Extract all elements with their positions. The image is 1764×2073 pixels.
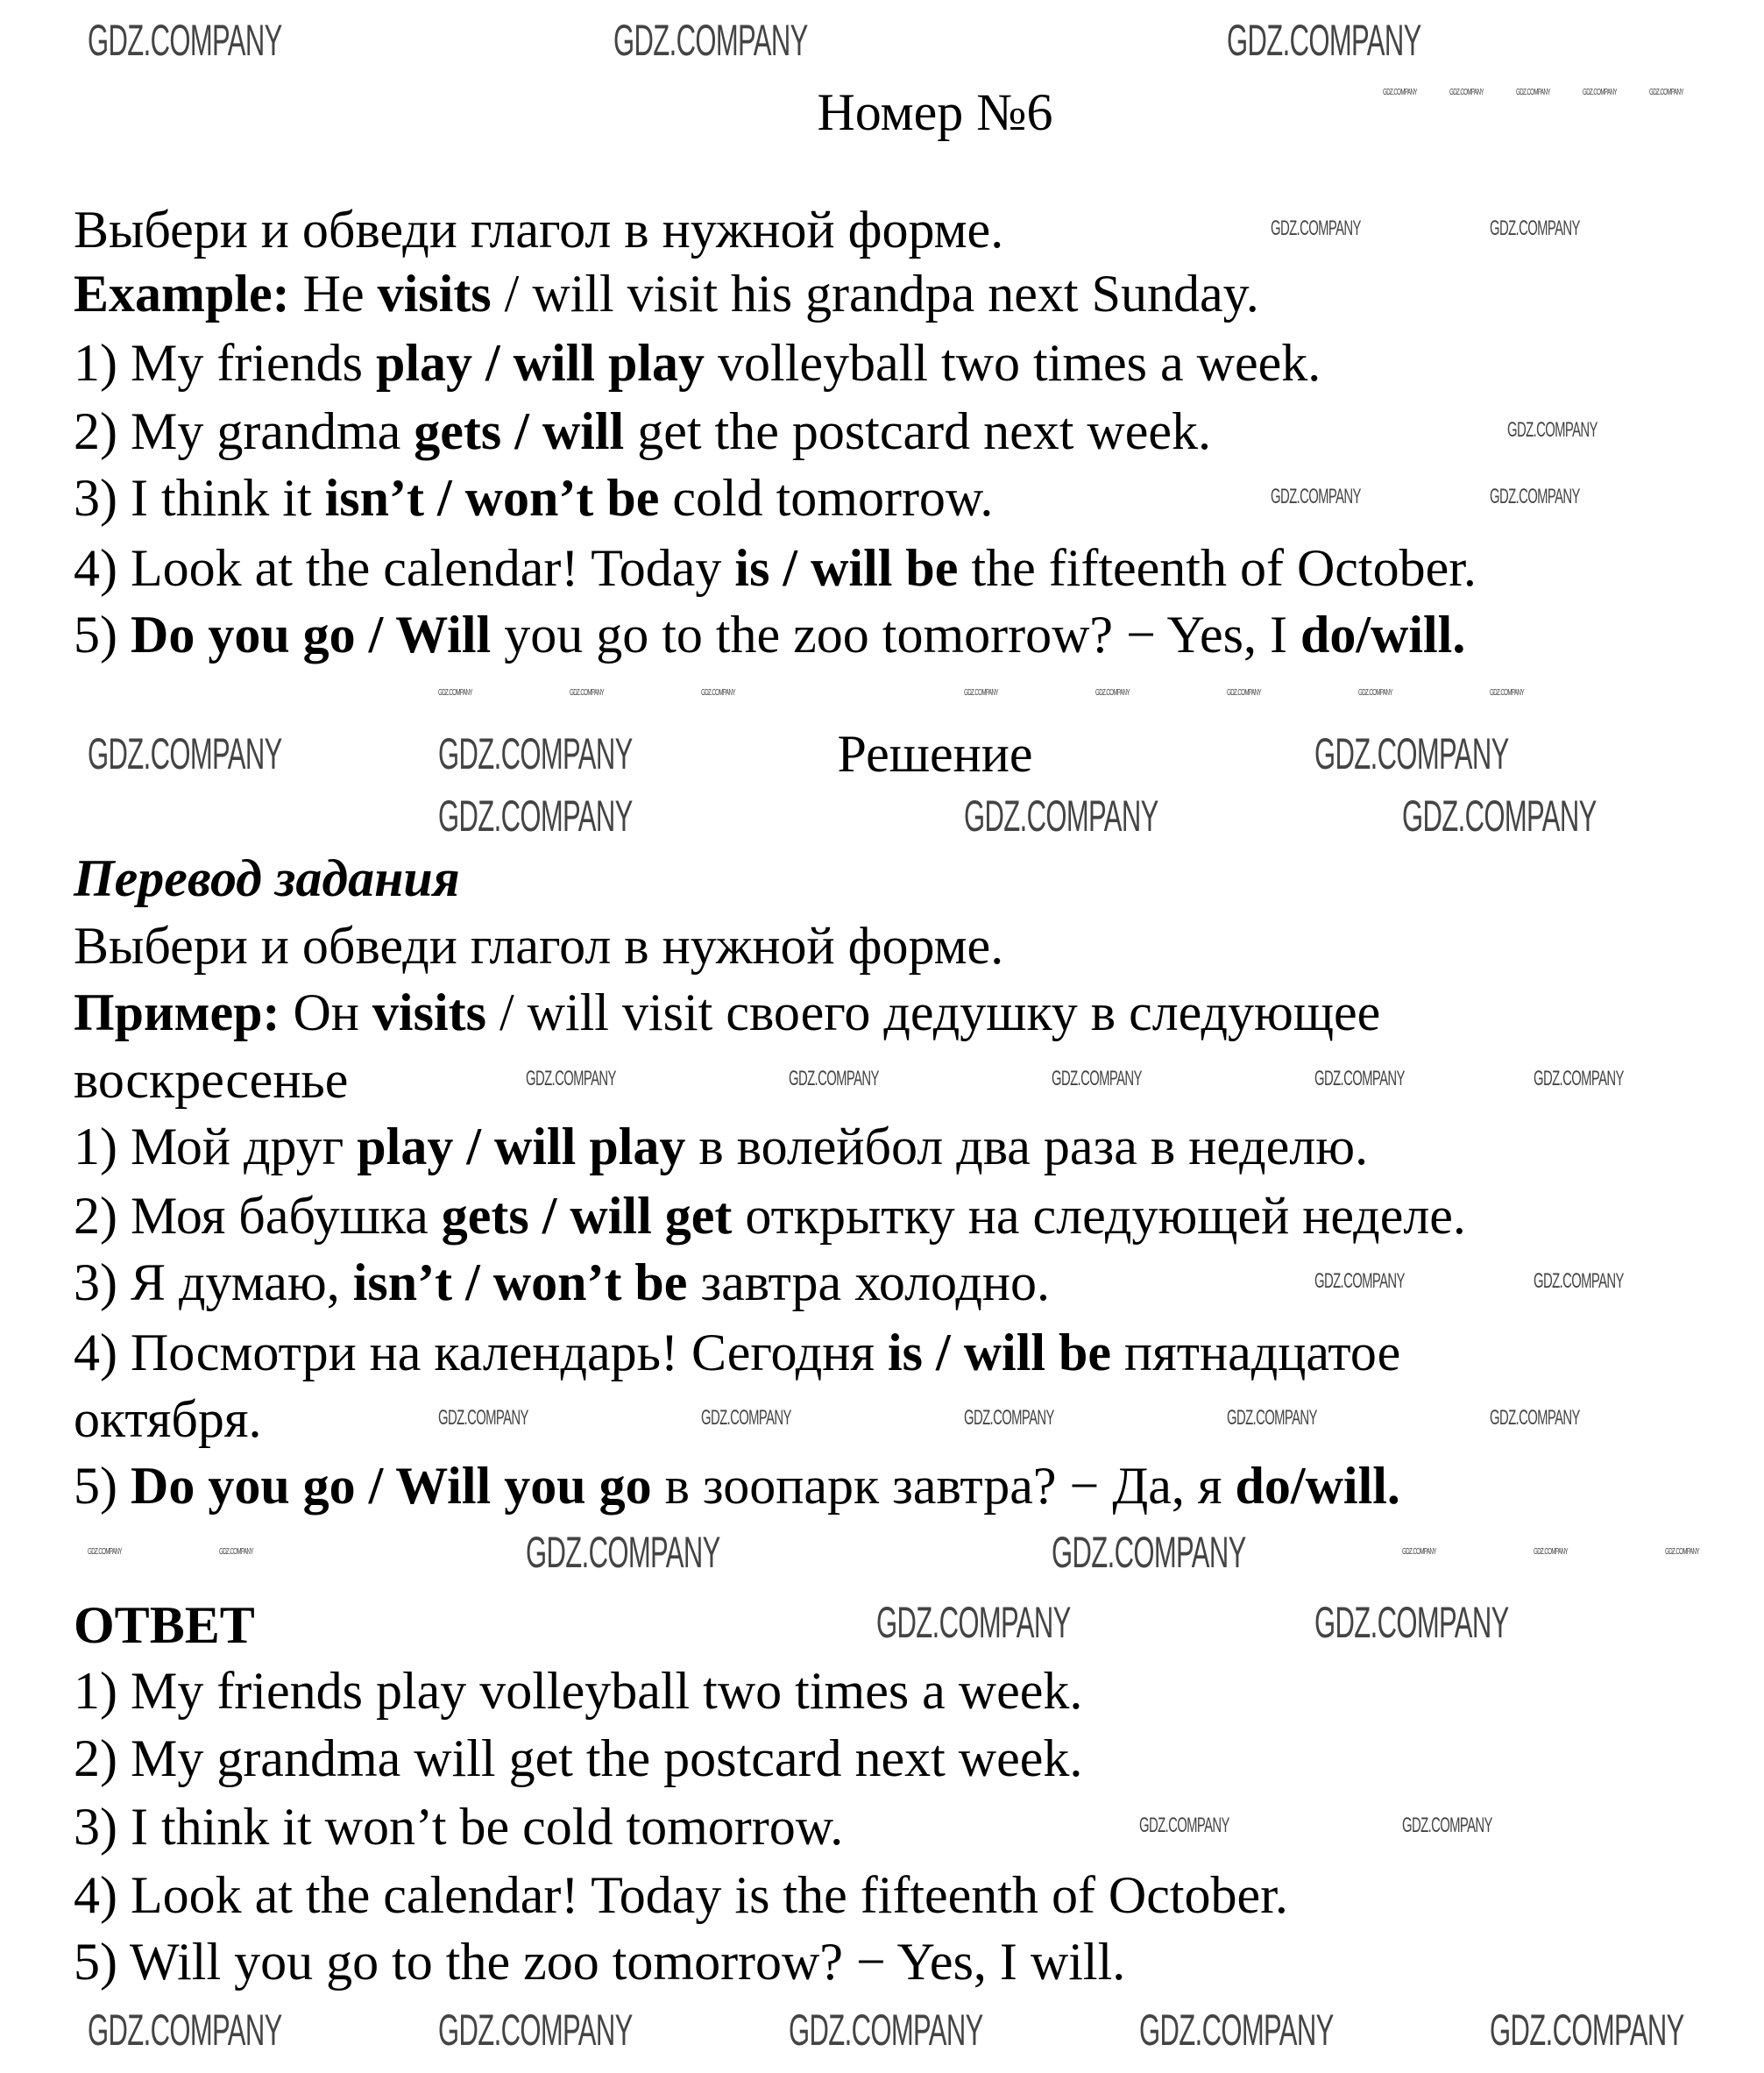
watermark: GDZ.COMPANY [1314, 1269, 1405, 1293]
watermark: GDZ.COMPANY [1402, 1814, 1492, 1837]
watermark: GDZ.COMPANY [1271, 217, 1361, 240]
watermark: GDZ.COMPANY [1490, 1406, 1580, 1430]
text: / will visit своего дедушку в следующее [485, 983, 1381, 1041]
text: 3) Я думаю, [74, 1253, 353, 1311]
watermark: GDZ.COMPANY [1383, 88, 1417, 97]
translation-line [74, 1115, 1368, 1178]
text: you go to the zoo tomorrow? − Yes, I [491, 606, 1300, 664]
text: Выбери и обведи глагол в нужной форме. [74, 201, 1004, 259]
bold-text: Do you go / Will [130, 606, 492, 664]
bold-text: play / will play [357, 1118, 686, 1175]
translation-line [74, 1048, 348, 1111]
watermark: GDZ.COMPANY [438, 2006, 633, 2055]
watermark: GDZ.COMPANY [1402, 792, 1597, 841]
watermark: GDZ.COMPANY [1052, 1067, 1142, 1090]
text: 5) [74, 606, 131, 664]
bold-text: visits [372, 983, 486, 1041]
task-line [74, 400, 1211, 463]
watermark: GDZ.COMPANY [88, 1547, 122, 1557]
bold-text: gets / will get [441, 1187, 733, 1245]
watermark: GDZ.COMPANY [964, 1406, 1054, 1430]
text: в волейбол два раза в неделю. [685, 1118, 1369, 1175]
text: / will visit his grandpa next Sunday. [491, 265, 1259, 323]
bold-text: do/will. [1235, 1457, 1400, 1515]
text: открытку на следующей неделе. [732, 1187, 1466, 1245]
text: октября. [74, 1390, 262, 1448]
translation-line [74, 981, 1380, 1044]
text: пятнадцатое [1111, 1324, 1401, 1381]
watermark: GDZ.COMPANY [438, 729, 633, 778]
watermark: GDZ.COMPANY [1052, 1528, 1246, 1577]
watermark: GDZ.COMPANY [613, 16, 808, 65]
watermark: GDZ.COMPANY [219, 1547, 253, 1557]
task-line [74, 198, 1003, 261]
bold-text: do/will. [1300, 606, 1466, 664]
watermark: GDZ.COMPANY [1095, 688, 1130, 698]
watermark: GDZ.COMPANY [88, 729, 282, 778]
answer-heading: ОТВЕТ [74, 1596, 255, 1654]
task-line [74, 536, 1477, 600]
bold-text: isn’t / won’t be [324, 469, 660, 527]
watermark: GDZ.COMPANY [1507, 418, 1598, 442]
answer-line [74, 1727, 1082, 1790]
bold-text: gets / will [414, 402, 625, 460]
text: 5) Will you go to the zoo tomorrow? − Yes, I will. [74, 1933, 1126, 1991]
text: 4) Look at the calendar! Today is the fifteenth of October. [74, 1866, 1288, 1924]
bold-text: Пример: [74, 983, 280, 1041]
bold-text: Do you go / Will you go [130, 1457, 652, 1515]
watermark: GDZ.COMPANY [1314, 729, 1509, 778]
text: cold tomorrow. [659, 469, 994, 527]
watermark: GDZ.COMPANY [88, 16, 282, 65]
watermark: GDZ.COMPANY [1402, 1547, 1436, 1557]
watermark: GDZ.COMPANY [1314, 1067, 1405, 1090]
watermark: GDZ.COMPANY [701, 1406, 791, 1430]
bold-text: visits [377, 265, 492, 323]
watermark: GDZ.COMPANY [1534, 1547, 1568, 1557]
watermark: GDZ.COMPANY [1227, 16, 1421, 65]
text: 1) My friends play volleyball two times a week. [74, 1662, 1083, 1720]
text: get the postcard next week. [624, 402, 1211, 460]
watermark: GDZ.COMPANY [789, 1067, 879, 1090]
task-line [74, 262, 1259, 325]
watermark: GDZ.COMPANY [964, 792, 1158, 841]
text: He [289, 265, 378, 323]
bold-text: play / will play [375, 334, 705, 392]
task-line [74, 466, 993, 529]
text: the fifteenth of October. [958, 539, 1477, 597]
watermark: GDZ.COMPANY [1139, 2006, 1334, 2055]
bold-text: is / will be [734, 539, 959, 597]
bold-text: is / will be [888, 1324, 1112, 1381]
watermark: GDZ.COMPANY [1516, 88, 1550, 97]
text: завтра холодно. [687, 1253, 1050, 1311]
watermark: GDZ.COMPANY [570, 688, 604, 698]
text: 2) Моя бабушка [74, 1187, 442, 1245]
watermark: GDZ.COMPANY [1314, 1598, 1509, 1647]
bold-text: isn’t / won’t be [352, 1253, 688, 1311]
text: 3) I think it [74, 469, 325, 527]
watermark: GDZ.COMPANY [1665, 1547, 1699, 1557]
watermark: GDZ.COMPANY [1490, 217, 1580, 240]
watermark: GDZ.COMPANY [1227, 688, 1261, 698]
text: 4) Look at the calendar! Today [74, 539, 735, 597]
text: в зоопарк завтра? − Да, я [651, 1457, 1236, 1515]
watermark: GDZ.COMPANY [1449, 88, 1484, 97]
task-line [74, 331, 1321, 394]
text: 5) [74, 1457, 131, 1515]
answer-line [74, 1659, 1082, 1722]
text: 1) My friends [74, 334, 376, 392]
translation-line [74, 1321, 1400, 1384]
text: Выбери и обведи глагол в нужной форме. [74, 917, 1004, 975]
watermark: GDZ.COMPANY [789, 2006, 983, 2055]
watermark: GDZ.COMPANY [1139, 1814, 1229, 1837]
watermark: GDZ.COMPANY [1358, 688, 1392, 698]
translation-line [74, 1388, 262, 1451]
bold-text: Example: [74, 265, 290, 323]
watermark: GDZ.COMPANY [1583, 88, 1617, 97]
watermark: GDZ.COMPANY [438, 688, 472, 698]
watermark: GDZ.COMPANY [526, 1528, 720, 1577]
watermark: GDZ.COMPANY [1490, 688, 1524, 698]
watermark: GDZ.COMPANY [1490, 2006, 1684, 2055]
page-title: Номер №6 [817, 83, 1053, 141]
text: volleyball two times a week. [705, 334, 1321, 392]
text: воскресенье [74, 1051, 349, 1109]
text: 4) Посмотри на календарь! Сегодня [74, 1324, 889, 1381]
watermark: GDZ.COMPANY [1649, 88, 1683, 97]
task-line [74, 603, 1465, 666]
watermark: GDZ.COMPANY [1534, 1067, 1624, 1090]
watermark: GDZ.COMPANY [1490, 485, 1580, 508]
answer-line [74, 1864, 1288, 1927]
watermark: GDZ.COMPANY [964, 688, 998, 698]
answer-line [74, 1795, 843, 1858]
watermark: GDZ.COMPANY [88, 2006, 282, 2055]
watermark: GDZ.COMPANY [876, 1598, 1071, 1647]
translation-line [74, 914, 1003, 977]
solution-heading: Решение [837, 725, 1033, 783]
watermark: GDZ.COMPANY [1271, 485, 1361, 508]
watermark: GDZ.COMPANY [1227, 1406, 1317, 1430]
watermark: GDZ.COMPANY [701, 688, 735, 698]
text: 2) My grandma [74, 402, 414, 460]
text: Он [280, 983, 372, 1041]
text: 3) I think it won’t be cold tomorrow. [74, 1798, 844, 1856]
text: 2) My grandma will get the postcard next week. [74, 1729, 1083, 1787]
watermark: GDZ.COMPANY [1534, 1269, 1624, 1293]
text: 1) Мой друг [74, 1118, 358, 1175]
translation-line [74, 1184, 1466, 1247]
watermark: GDZ.COMPANY [438, 1406, 528, 1430]
translation-line [74, 1454, 1400, 1517]
watermark: GDZ.COMPANY [526, 1067, 616, 1090]
translation-line [74, 1251, 1050, 1314]
watermark: GDZ.COMPANY [438, 792, 633, 841]
translation-heading: Перевод задания [74, 849, 460, 907]
answer-line [74, 1930, 1125, 1993]
